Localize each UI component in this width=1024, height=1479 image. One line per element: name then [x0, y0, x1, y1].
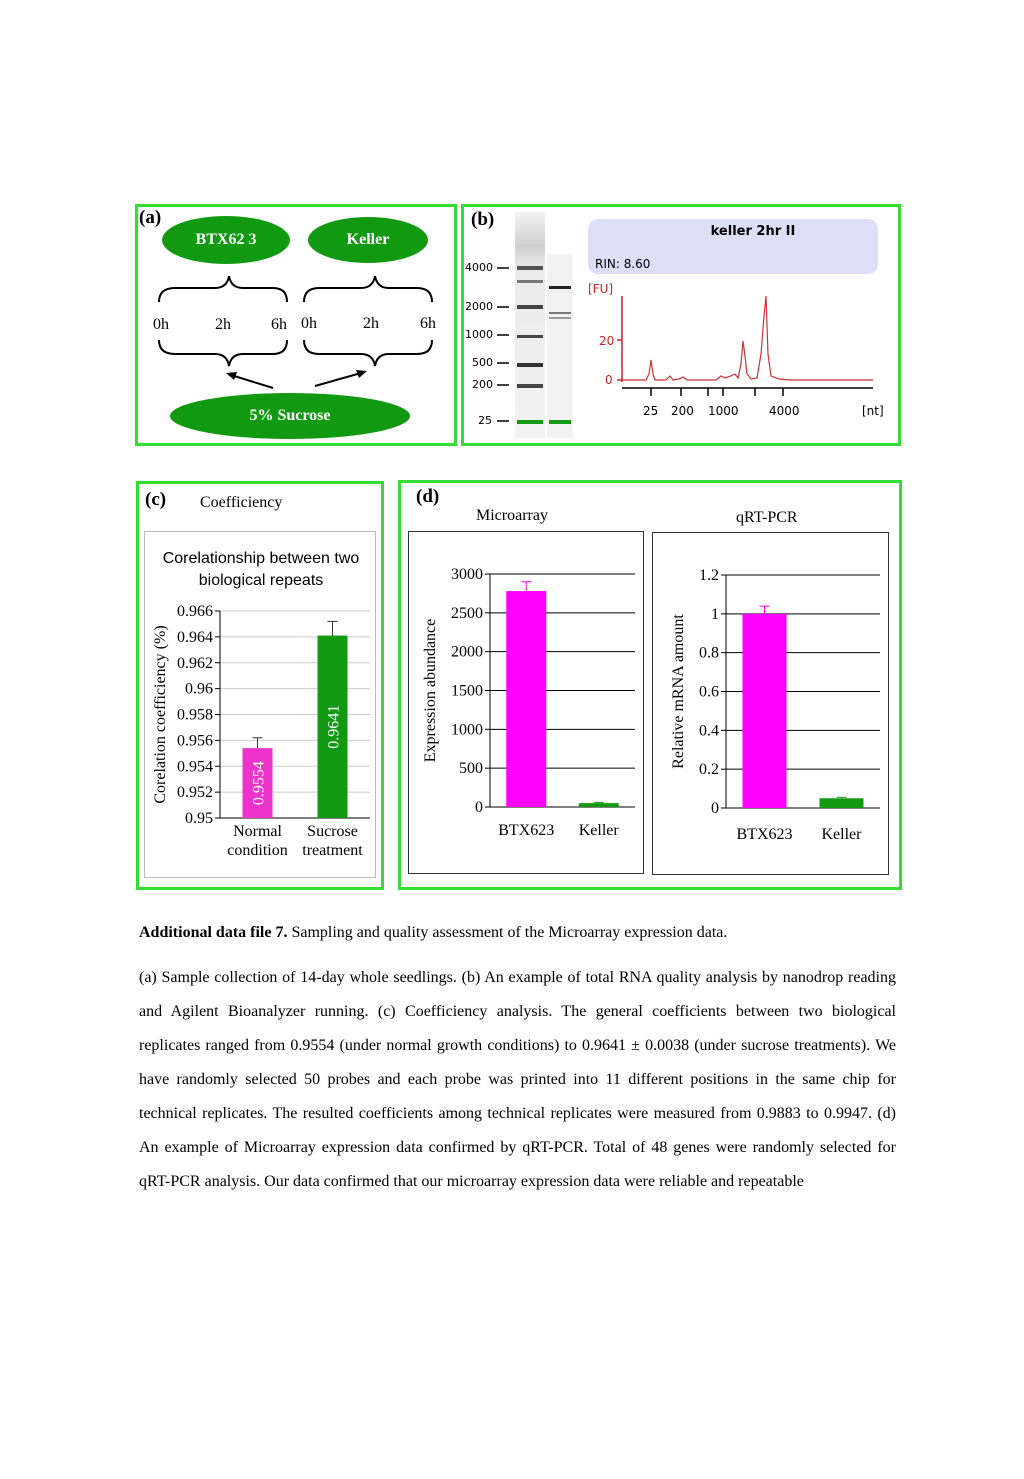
category-label: Keller: [821, 826, 862, 843]
data-label: 0.9554: [250, 761, 268, 806]
panel-d-heading-left: Microarray: [476, 507, 548, 524]
y-tick-label: 500: [459, 760, 483, 778]
time-left-2h: 2h: [215, 316, 231, 333]
time-right-0h: 0h: [301, 315, 317, 332]
y-tick-label: 0.956: [177, 732, 213, 750]
fu-label: [FU]: [588, 282, 614, 296]
y-tick-label: 0.954: [177, 758, 213, 776]
y-tick-label: 0.4: [699, 722, 719, 740]
y-tick-label: 0.2: [699, 761, 719, 779]
caption-title-rest: Sampling and quality assessment of the Microarray expression data.: [287, 924, 728, 941]
y-axis-label: Expression abundance: [422, 618, 439, 763]
ladder-25: 25: [478, 414, 492, 427]
y-tick-label: 0: [475, 799, 483, 816]
panel-d-label: (d): [416, 486, 440, 507]
y-tick-label: 0.95: [185, 810, 213, 827]
chart-d1: [408, 531, 644, 874]
category-label: Keller: [578, 822, 619, 839]
y-tick-label: 2500: [451, 604, 483, 622]
nt-unit: [nt]: [862, 404, 884, 418]
ladder-200: 200: [472, 378, 493, 391]
category-label: Normal: [233, 823, 282, 840]
caption-title-bold: Additional data file 7.: [139, 924, 288, 941]
y-tick-label: 0.962: [177, 654, 213, 672]
panel-d-heading-right: qRT-PCR: [736, 509, 798, 526]
y-tick-label: 1500: [451, 682, 483, 700]
nt-tick-1000: 1000: [708, 404, 739, 418]
panel-c-label: (c): [145, 489, 167, 510]
ladder-500: 500: [472, 356, 493, 369]
ladder-2000: 2000: [465, 300, 493, 313]
y-tick-label: 0.6: [699, 683, 719, 701]
bar: [820, 798, 864, 808]
caption-title: [139, 916, 896, 950]
bioanalyzer-title: keller 2hr II: [710, 224, 796, 239]
y-tick-label: 1000: [451, 721, 483, 739]
time-right-6h: 6h: [420, 315, 436, 332]
y-tick-label: 0.958: [177, 706, 213, 724]
y-tick-label: 0.8: [699, 644, 719, 662]
bar: [743, 614, 787, 808]
category-label: Sucrose: [307, 823, 358, 840]
y-tick-label: 0.966: [177, 603, 213, 620]
time-left-6h: 6h: [271, 316, 287, 333]
y-tick-label: 0: [711, 800, 719, 817]
category-label: BTX623: [498, 822, 555, 839]
nt-tick-200: 200: [671, 404, 694, 418]
y-axis-label: Relative mRNA amount: [670, 614, 687, 769]
oval-sucrose: 5% Sucrose: [170, 393, 410, 439]
oval-keller: Keller: [308, 217, 428, 263]
data-label: 0.9641: [325, 704, 343, 749]
fu-tick-20: 20: [599, 334, 615, 348]
nt-tick-4000: 4000: [769, 404, 800, 418]
y-tick-label: 2000: [451, 643, 483, 661]
caption-body: (a) Sample collection of 14-day whole seedlings. (b) An example of total RNA quality analysis by nanodrop reading and Agilent Bioanalyzer running. (c) Coefficiency analysis. The general coefficients between two biological replicates ranged from 0.9554 (under normal growth conditions) to 0.9641 ± 0.0038 (under sucrose treatments). We have randomly selected 50 probes and each probe was printed into 11 different positions in the same chip for technical replicates. The resulted coefficients among technical replicates were measured from 0.9883 to 0.9947. (d) An example of Microarray expression data confirmed by qRT-PCR. Total of 48 genes were randomly selected for qRT-PCR analysis. Our data confirmed that our microarray expression data were reliable and repeatable: [139, 969, 896, 1190]
panel-c-heading: Coefficiency: [200, 494, 283, 511]
category-label: condition: [227, 842, 288, 859]
bar: [506, 591, 546, 807]
nt-tick-25: 25: [643, 404, 659, 418]
y-tick-label: 1: [711, 605, 719, 623]
panel-b-label: (b): [471, 209, 495, 230]
chart-c: [144, 531, 376, 878]
y-tick-label: 3000: [451, 566, 483, 583]
y-tick-label: 0.96: [185, 680, 213, 698]
time-right-2h: 2h: [363, 315, 379, 332]
y-tick-label: 0.964: [177, 628, 213, 646]
y-tick-label: 0.952: [177, 784, 213, 802]
chart-c-title: Corelationship between two biological repeats: [162, 550, 360, 589]
oval-btx623: BTX62 3: [162, 216, 290, 264]
y-tick-label: 1.2: [699, 567, 719, 584]
category-label: BTX623: [736, 826, 793, 843]
time-left-0h: 0h: [153, 316, 169, 333]
panel-a-label: (a): [139, 207, 162, 228]
chart-d2: [652, 532, 889, 875]
fu-tick-0: 0: [605, 373, 613, 387]
y-axis-label: Corelation coefficiency (%): [152, 625, 169, 804]
rin-value: RIN: 8.60: [595, 257, 651, 271]
category-label: treatment: [302, 842, 363, 859]
ladder-1000: 1000: [465, 328, 493, 341]
ladder-4000: 4000: [465, 261, 493, 274]
bar: [579, 803, 619, 807]
